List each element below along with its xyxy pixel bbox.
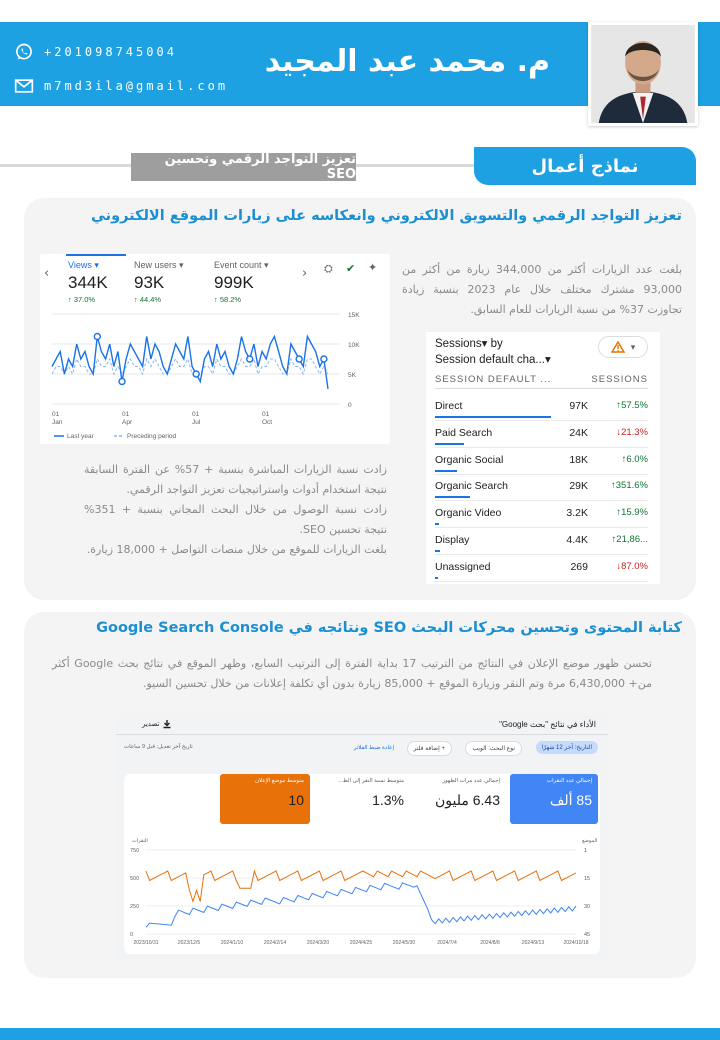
y-tick-label: 0: [348, 402, 352, 409]
work-sample-card-1: [24, 198, 696, 600]
channel-name: Organic Video: [435, 507, 502, 520]
metric-event-count[interactable]: Event count ▾ 999K ↑ 58.2%: [214, 260, 269, 304]
right-tick-label: 1: [584, 848, 588, 854]
chevron-down-icon: ▾: [630, 341, 636, 352]
add-filter-chip[interactable]: + إضافة فلتر: [407, 741, 453, 756]
session-row-organic-video[interactable]: [435, 501, 648, 528]
session-row-organic-social[interactable]: [435, 448, 648, 475]
x-date-label: 2024/3/20: [306, 940, 330, 946]
note-social: بلغت الزيارات للموقع من خلال منصات التواصل + 18,000 زيارة.: [86, 543, 387, 556]
sparkle-icon[interactable]: ✦: [368, 261, 378, 274]
session-change: ↓87.0%: [616, 560, 648, 572]
session-change: ↑15.9%: [616, 507, 648, 519]
section-title: نماذج أعمال: [474, 147, 696, 185]
metric-tile-value: 6.43 مليون: [434, 792, 500, 808]
session-share-bar: [435, 470, 457, 472]
session-value: 24K: [569, 426, 588, 439]
views-trend-chart: [40, 304, 390, 444]
x-tick-label: 01 Jan: [52, 411, 63, 426]
session-share-bar: [435, 496, 470, 498]
chevron-right-icon[interactable]: ›: [302, 266, 308, 281]
right-tick-label: 45: [584, 932, 591, 938]
metric-new-users[interactable]: New users ▾ 93K ↑ 44.4%: [134, 260, 184, 304]
date-filter-chip[interactable]: التاريخ: آخر 12 شهرًا: [536, 741, 598, 754]
right-axis-title: الموضع: [582, 838, 598, 844]
email-address: m7md3ila@gmail.com: [44, 79, 229, 93]
card1-title: تعزيز التواجد الرقمي والتسويق الالكتروني وانعكاسه على زيارات الموقع الالكتروني: [90, 208, 682, 224]
channel-name: Unassigned: [435, 560, 491, 573]
active-metric-underline: [66, 254, 126, 256]
channel-name: Paid Search: [435, 426, 493, 439]
session-share-bar: [435, 443, 464, 445]
data-point-marker: [296, 356, 302, 362]
search-console-panel: [116, 714, 608, 960]
warning-icon: [611, 341, 625, 353]
card1-notes: [84, 460, 387, 560]
session-row-paid-search[interactable]: [435, 421, 648, 448]
note-organic-search: زادت نسبة الوصول من خلال البحث المجاني بنسبة + 351% نتيجة تحسين SEO.: [84, 503, 387, 536]
session-value: 4.4K: [566, 534, 588, 546]
y-tick-label: 10K: [348, 342, 360, 349]
y-tick-label: 5K: [348, 372, 356, 379]
metric-views[interactable]: Views ▾ 344K ↑ 37.0%: [68, 260, 108, 304]
person-name: م. محمد عبد المجيد: [264, 44, 550, 79]
session-value: 97K: [569, 400, 588, 412]
whatsapp-icon: [14, 42, 34, 62]
left-axis-title: النقرات: [132, 838, 148, 844]
session-row-unassigned[interactable]: [435, 555, 648, 582]
metric-tile-label: إجمالي عدد النقرات: [546, 778, 592, 784]
sessions-column-headers: SESSION DEFAULT ... SESSIONS: [435, 374, 648, 389]
y-tick-label: 15K: [348, 312, 360, 319]
right-tick-label: 15: [584, 876, 591, 882]
position-line: [146, 871, 576, 902]
data-point-marker: [94, 334, 100, 340]
data-point-marker: [119, 379, 125, 385]
metric-tile-value: 10: [288, 792, 304, 808]
card2-text: تحسن ظهور موضع الإعلان في النتائج من الترتيب 17 بداية الفترة إلى الترتيب السابع، وظهر الموقع في نتائج بحث Google أكثر من+ 6,430,000 مرة وتم النقر وزيارة الموقع + 85,000 زيارة بدون أي تكلفة إعلانات من خلال تحسين السيو.: [52, 657, 652, 690]
channel-name: Display: [435, 534, 470, 546]
card1-intro: بلغت عدد الزيارات أكثر من 344,000 زيارة من أكثر من 93,000 مشترك مختلف خلال عام 2023 بنسبة زيادة تجاوزت 37% من نسبة الزيارات للعام السابق.: [402, 263, 683, 316]
data-point-marker: [321, 356, 327, 362]
session-value: 3.2K: [566, 507, 588, 520]
left-tick-label: 500: [130, 876, 140, 882]
right-tick-label: 30: [584, 904, 591, 910]
email-contact[interactable]: [14, 76, 228, 96]
download-icon: [162, 719, 172, 729]
session-change: ↑21,86...: [611, 534, 648, 545]
legend-preceding-period: Preceding period: [127, 433, 177, 440]
left-tick-label: 0: [130, 932, 134, 938]
footer-bar: [0, 1028, 720, 1040]
x-date-label: 2024/4/25: [349, 940, 373, 946]
x-tick-label: 01 Oct: [262, 411, 273, 426]
metric-tile-3[interactable]: [220, 774, 310, 824]
left-tick-label: 250: [130, 904, 140, 910]
reset-filters-link[interactable]: إعادة ضبط الفلاتر: [353, 745, 394, 751]
search-type-chip[interactable]: نوع البحث: الويب: [465, 741, 522, 756]
metric-tile-value: 1.3%: [372, 792, 404, 808]
mail-icon: [14, 76, 34, 96]
last-updated: تاريخ آخر تعديل: قبل 9 ساعات: [124, 744, 193, 750]
session-row-organic-search[interactable]: [435, 474, 648, 501]
x-date-label: 2024/7/4: [437, 940, 457, 946]
x-tick-label: 01 Jul: [192, 411, 201, 426]
metric-tile-value: 85 ألف: [549, 792, 592, 808]
x-date-label: 2024/9/13: [521, 940, 545, 946]
sessions-header[interactable]: Sessions▾ by Session default cha...▾: [435, 338, 551, 366]
data-point-marker: [193, 371, 199, 377]
left-tick-label: 750: [130, 848, 140, 854]
metric-tile-1[interactable]: [414, 774, 506, 824]
section-tag: تعزيز التواجد الرقمي وتحسين SEO: [131, 153, 356, 181]
x-date-label: 2024/10/18: [563, 940, 589, 946]
clicks-line: [146, 883, 576, 928]
metric-tile-label: إجمالي عدد مرات الظهور: [442, 778, 500, 784]
session-change: ↑57.5%: [616, 400, 648, 411]
session-change: ↓21.3%: [616, 426, 648, 438]
sessions-by-channel: [426, 332, 660, 584]
x-date-label: 2024/8/8: [480, 940, 500, 946]
card2-title: كتابة المحتوى وتحسين محركات البحث SEO ونتائجه في Google Search Console: [96, 620, 682, 636]
session-share-bar: [435, 523, 439, 525]
channel-name: Organic Search: [435, 480, 508, 493]
insights-icon[interactable]: ⛭: [324, 262, 333, 275]
x-date-label: 2024/1/10: [220, 940, 244, 946]
legend-last-year: Last year: [67, 433, 94, 440]
work-sample-card-2: [24, 612, 696, 978]
chevron-left-icon[interactable]: ‹: [44, 266, 50, 281]
phone-number: +201098745004: [44, 45, 177, 59]
session-change: ↑6.0%: [621, 453, 648, 465]
session-share-bar: [435, 416, 551, 418]
metric-tile-2[interactable]: [310, 774, 410, 824]
export-button[interactable]: تصدير: [142, 721, 160, 728]
session-share-bar: [435, 577, 438, 579]
session-value: 269: [570, 560, 588, 573]
metric-tile-label: متوسط نسبة النقر إلى الظ...: [338, 778, 404, 784]
session-row-display[interactable]: [435, 528, 648, 555]
phone-contact[interactable]: [14, 42, 177, 62]
analytics-overview: [40, 254, 390, 444]
note-direct: زادت نسبة الزيارات المباشرة بنسبة + 57% عن الفترة السابقة نتيجة استخدام أدوات واستراتيجيات تعزيز التواجد الرقمي.: [84, 463, 387, 496]
warning-dropdown[interactable]: [598, 336, 648, 358]
session-row-direct[interactable]: [435, 394, 648, 421]
x-tick-label: 01 Apr: [122, 411, 133, 426]
clicks-position-chart: [124, 834, 600, 954]
profile-photo: [588, 22, 698, 126]
channel-name: Organic Social: [435, 453, 504, 466]
performance-card: [124, 774, 600, 954]
metric-tile-label: متوسط موضع الإعلان: [255, 778, 304, 784]
x-date-label: 2024/2/14: [263, 940, 287, 946]
session-change: ↑351.6%: [611, 480, 648, 492]
data-point-marker: [247, 356, 253, 362]
session-share-bar: [435, 550, 440, 552]
session-value: 29K: [569, 480, 588, 493]
metric-tile-0[interactable]: [510, 774, 598, 824]
portrait-image: [591, 25, 695, 123]
check-circle-icon[interactable]: ✔: [346, 262, 356, 275]
x-date-label: 2023/12/5: [177, 940, 201, 946]
channel-name: Direct: [435, 400, 463, 412]
x-date-label: 2023/10/31: [133, 940, 159, 946]
x-date-label: 2024/5/30: [392, 940, 416, 946]
session-value: 18K: [569, 453, 588, 466]
console-title: الأداء في نتائج "بحث Google": [499, 720, 596, 729]
